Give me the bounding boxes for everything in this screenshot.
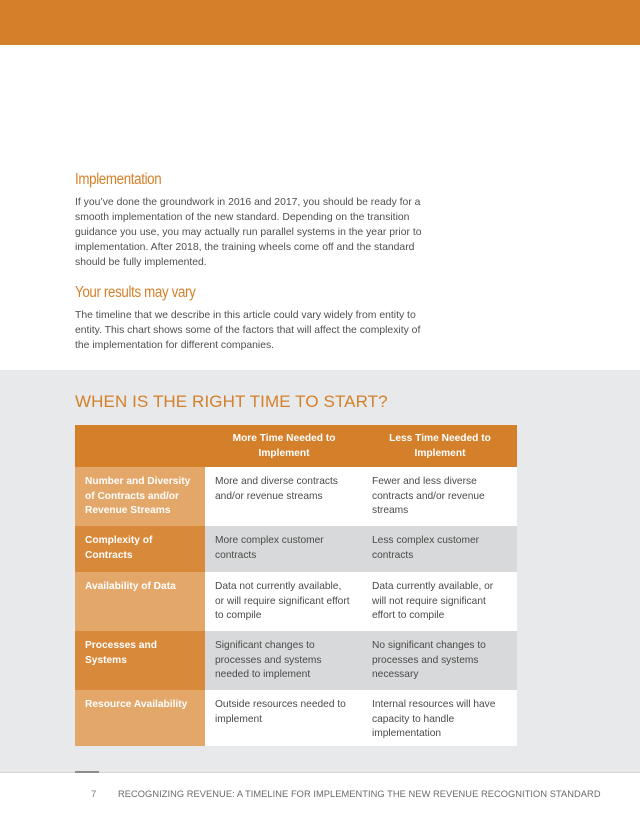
footer-accent (75, 771, 99, 773)
results-section (75, 284, 435, 353)
row-more-cell: Data not currently available, or will require significant effort to compile (205, 572, 362, 631)
table-title: WHEN IS THE RIGHT TIME TO START? (75, 392, 388, 411)
row-more-cell: Outside resources needed to implement (205, 690, 362, 746)
implementation-section (75, 171, 435, 270)
row-more-cell: Significant changes to processes and systems needed to implement (205, 631, 362, 690)
page-number: 7 (91, 789, 97, 800)
row-less-cell: No significant changes to processes and systems necessary (362, 631, 517, 690)
header-empty-cell (75, 425, 205, 467)
table-row (75, 467, 517, 526)
row-label: Resource Availability (75, 690, 205, 746)
row-less-cell: Less complex customer contracts (362, 526, 517, 572)
row-label: Number and Diversity of Contracts and/or Revenue Streams (75, 467, 205, 526)
implementation-heading: Implementation (75, 171, 162, 188)
table-row (75, 526, 517, 572)
table-header-row (75, 425, 517, 467)
footer-title: RECOGNIZING REVENUE: A TIMELINE FOR IMPLEMENTING THE NEW REVENUE RECOGNITION STANDARD (118, 789, 601, 799)
row-label: Processes and Systems (75, 631, 205, 690)
row-less-cell: Internal resources will have capacity to handle implementation (362, 690, 517, 746)
table-row (75, 631, 517, 690)
row-more-cell: More and diverse contracts and/or revenue streams (205, 467, 362, 526)
row-label: Availability of Data (75, 572, 205, 631)
header-band (0, 0, 640, 45)
table-row (75, 572, 517, 631)
implementation-paragraph: If you’ve done the groundwork in 2016 and 2017, you should be ready for a smooth implementation of the new standard. Depending on the transition guidance you use, you may actually run parallel systems in the year prior to implementation. After 2018, the training wheels come off and the standard should be fully implemented. (75, 197, 422, 268)
results-paragraph: The timeline that we describe in this article could vary widely from entity to entity. This chart shows some of the factors that will affect the complexity of the implementation for different companies. (75, 310, 421, 351)
header-more-time: More Time Needed to Implement (232, 433, 336, 459)
row-more-cell: More complex customer contracts (205, 526, 362, 572)
table-row (75, 690, 517, 746)
row-less-cell: Data currently available, or will not require significant effort to compile (362, 572, 517, 631)
row-label: Complexity of Contracts (75, 526, 205, 572)
results-heading: Your results may vary (75, 284, 196, 301)
header-less-time: Less Time Needed to Implement (389, 433, 491, 459)
row-less-cell: Fewer and less diverse contracts and/or revenue streams (362, 467, 517, 526)
timing-table (75, 425, 517, 746)
